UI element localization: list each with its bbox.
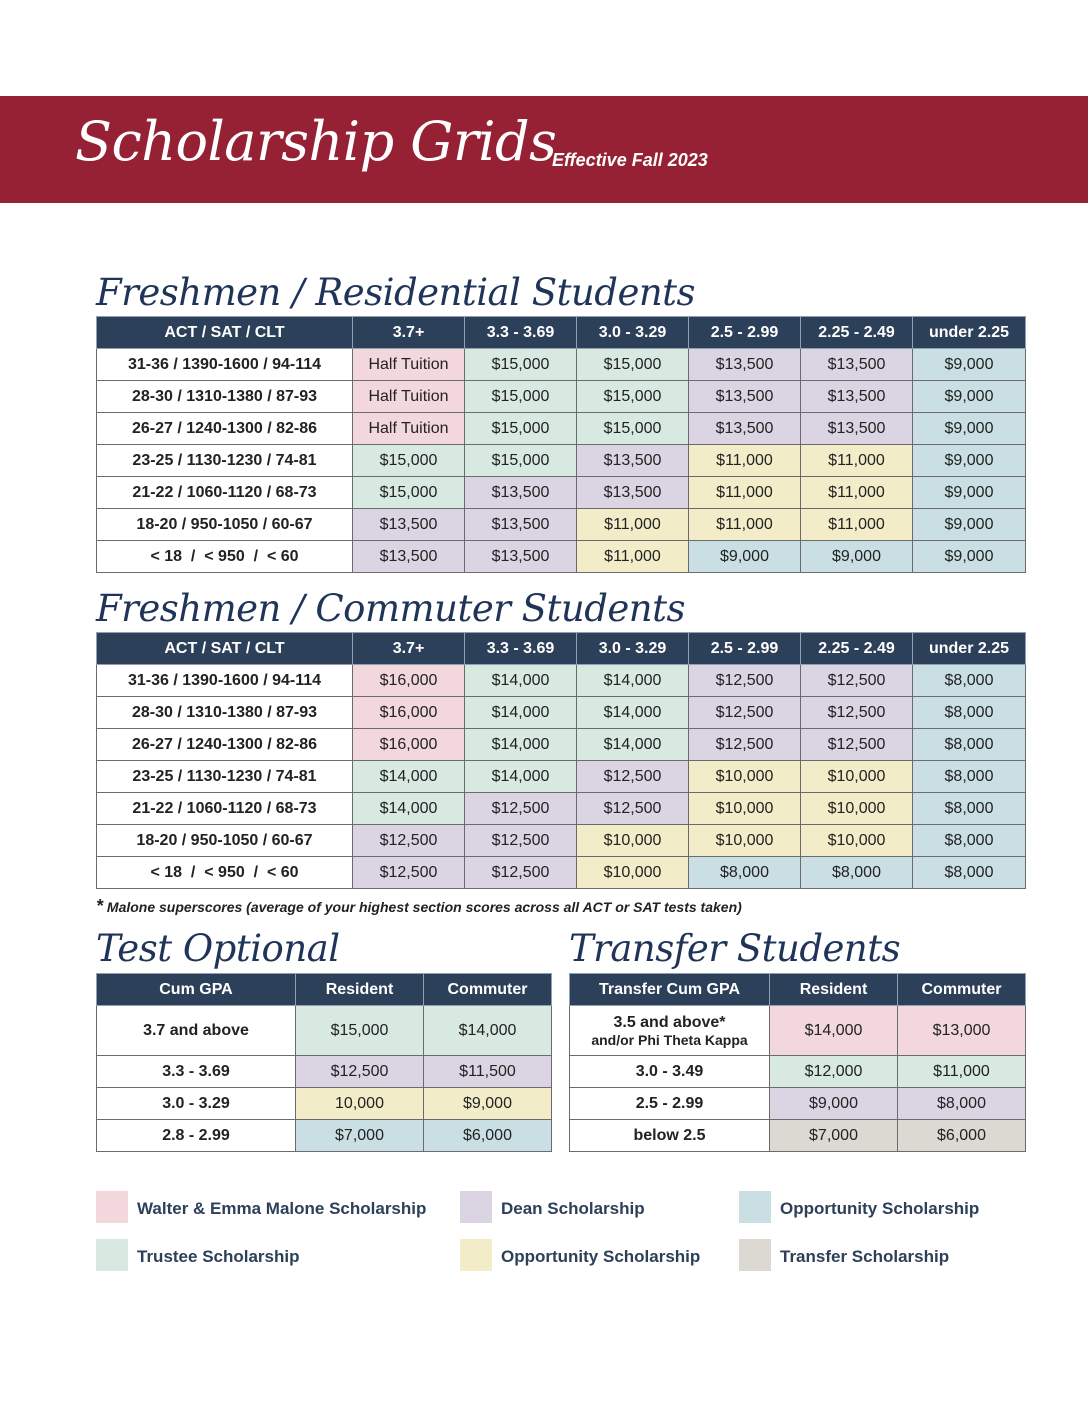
column-header: ACT / SAT / CLT	[97, 633, 353, 665]
scholarship-amount-cell: $8,000	[801, 857, 913, 889]
row-label	[97, 381, 353, 413]
scholarship-amount-cell: $6,000	[424, 1120, 552, 1152]
scholarship-amount-cell: $10,000	[801, 761, 913, 793]
scholarship-amount-cell: $9,000	[913, 541, 1026, 573]
scholarship-amount-cell: $12,500	[465, 793, 577, 825]
row-label-text: 18-20 / 950-1050 / 60-67	[136, 831, 313, 849]
scholarship-amount-cell: $8,000	[913, 793, 1026, 825]
scholarship-amount-cell: $8,000	[898, 1088, 1026, 1120]
table-header-row	[97, 633, 1026, 665]
table-row	[570, 1120, 1026, 1152]
table-row	[97, 413, 1026, 445]
column-header: ACT / SAT / CLT	[97, 317, 353, 349]
row-label	[97, 697, 353, 729]
scholarship-amount-cell: $13,500	[577, 477, 689, 509]
scholarship-amount-cell: $12,500	[577, 793, 689, 825]
table-row	[97, 665, 1026, 697]
scholarship-amount-cell: Half Tuition	[353, 381, 465, 413]
scholarship-amount-cell: $11,000	[801, 477, 913, 509]
legend-swatch	[460, 1239, 492, 1271]
row-label-text: 23-25 / 1130-1230 / 74-81	[132, 451, 317, 469]
scholarship-amount-cell: $13,500	[353, 509, 465, 541]
row-label	[97, 729, 353, 761]
scholarship-amount-cell: 10,000	[296, 1088, 424, 1120]
scholarship-amount-cell: $9,000	[913, 413, 1026, 445]
scholarship-amount-cell: $14,000	[577, 729, 689, 761]
column-header: 2.25 - 2.49	[801, 317, 913, 349]
row-label	[97, 349, 353, 381]
test-optional-table	[96, 973, 552, 1152]
row-label	[97, 1120, 296, 1152]
row-label	[97, 761, 353, 793]
column-header: 3.0 - 3.29	[577, 633, 689, 665]
scholarship-amount-cell: $15,000	[465, 413, 577, 445]
legend-swatch	[460, 1191, 492, 1223]
scholarship-amount-cell: $9,000	[770, 1088, 898, 1120]
scholarship-amount-cell: $10,000	[577, 857, 689, 889]
scholarship-amount-cell: $11,000	[577, 509, 689, 541]
scholarship-amount-cell: $13,500	[689, 381, 801, 413]
scholarship-amount-cell: $13,500	[689, 349, 801, 381]
table-row	[97, 1088, 552, 1120]
scholarship-amount-cell: $9,000	[913, 477, 1026, 509]
row-label-text: 18-20 / 950-1050 / 60-67	[136, 515, 313, 533]
scholarship-amount-cell: $16,000	[353, 665, 465, 697]
scholarship-amount-cell: $15,000	[465, 445, 577, 477]
column-header: 3.3 - 3.69	[465, 317, 577, 349]
table-row	[97, 477, 1026, 509]
scholarship-amount-cell: $14,000	[465, 761, 577, 793]
scholarship-amount-cell: $12,500	[689, 697, 801, 729]
commuter-title: Freshmen / Commuter Students	[96, 587, 685, 630]
scholarship-amount-cell: $14,000	[465, 729, 577, 761]
row-label-text: 26-27 / 1240-1300 / 82-86	[131, 735, 318, 753]
table-row	[97, 729, 1026, 761]
scholarship-amount-cell: $11,000	[577, 541, 689, 573]
table-row	[97, 381, 1026, 413]
scholarship-amount-cell: $9,000	[424, 1088, 552, 1120]
scholarship-amount-cell: $13,500	[801, 413, 913, 445]
scholarship-amount-cell: $15,000	[465, 349, 577, 381]
column-header: 2.5 - 2.99	[689, 317, 801, 349]
scholarship-amount-cell: $13,500	[801, 381, 913, 413]
column-header: under 2.25	[913, 317, 1026, 349]
scholarship-amount-cell: $12,500	[353, 825, 465, 857]
scholarship-amount-cell: $12,500	[689, 729, 801, 761]
row-label	[97, 509, 353, 541]
scholarship-amount-cell: $16,000	[353, 697, 465, 729]
scholarship-amount-cell: $8,000	[913, 761, 1026, 793]
column-header: 2.5 - 2.99	[689, 633, 801, 665]
table-row	[97, 857, 1026, 889]
scholarship-amount-cell: $15,000	[353, 445, 465, 477]
row-label	[97, 477, 353, 509]
column-header: 3.7+	[353, 633, 465, 665]
scholarship-amount-cell: $11,000	[898, 1056, 1026, 1088]
scholarship-amount-cell: $8,000	[913, 857, 1026, 889]
scholarship-amount-cell: $14,000	[465, 697, 577, 729]
row-label-text: 28-30 / 1310-1380 / 87-93	[131, 387, 318, 405]
scholarship-amount-cell: $13,500	[353, 541, 465, 573]
row-label	[97, 1006, 296, 1056]
table-row	[97, 349, 1026, 381]
table-header-row	[97, 974, 552, 1006]
row-label	[97, 1088, 296, 1120]
scholarship-amount-cell: $15,000	[577, 413, 689, 445]
scholarship-amount-cell: $13,500	[465, 477, 577, 509]
row-label-text: 31-36 / 1390-1600 / 94-114	[127, 671, 322, 689]
scholarship-amount-cell: $11,000	[689, 477, 801, 509]
scholarship-amount-cell: $11,000	[689, 445, 801, 477]
row-label-text: 3.7 and above	[143, 1021, 249, 1039]
table-row	[570, 1088, 1026, 1120]
table-header-row	[570, 974, 1026, 1006]
scholarship-amount-cell: $13,000	[898, 1006, 1026, 1056]
scholarship-amount-cell: $15,000	[353, 477, 465, 509]
scholarship-amount-cell: $12,000	[770, 1056, 898, 1088]
row-label-text: 2.8 - 2.99	[162, 1126, 230, 1144]
scholarship-amount-cell: $9,000	[689, 541, 801, 573]
column-header: Commuter	[424, 974, 552, 1006]
column-header: 2.25 - 2.49	[801, 633, 913, 665]
transfer-title: Transfer Students	[569, 927, 901, 970]
legend-swatch	[96, 1191, 128, 1223]
row-label-text: < 18 / < 950 / < 60	[150, 547, 299, 565]
test-optional-title: Test Optional	[96, 927, 340, 970]
table-row	[97, 509, 1026, 541]
scholarship-amount-cell: $15,000	[296, 1006, 424, 1056]
scholarship-amount-cell: $15,000	[577, 349, 689, 381]
scholarship-amount-cell: $12,500	[689, 665, 801, 697]
column-header: 3.7+	[353, 317, 465, 349]
scholarship-amount-cell: $12,500	[577, 761, 689, 793]
row-label-text: 3.0 - 3.29	[162, 1094, 230, 1112]
scholarship-amount-cell: $8,000	[689, 857, 801, 889]
table-row	[97, 541, 1026, 573]
scholarship-amount-cell: $14,000	[353, 761, 465, 793]
scholarship-amount-cell: $8,000	[913, 825, 1026, 857]
legend-label: Transfer Scholarship	[780, 1247, 950, 1266]
row-label	[570, 1120, 770, 1152]
scholarship-amount-cell: $14,000	[770, 1006, 898, 1056]
column-header: 3.3 - 3.69	[465, 633, 577, 665]
scholarship-amount-cell: $12,500	[465, 857, 577, 889]
row-label	[570, 1006, 770, 1056]
table-row	[97, 445, 1026, 477]
row-label	[97, 413, 353, 445]
scholarship-amount-cell: $13,500	[465, 509, 577, 541]
table-row	[97, 1120, 552, 1152]
scholarship-amount-cell: $10,000	[689, 793, 801, 825]
transfer-table	[569, 973, 1026, 1152]
scholarship-amount-cell: $12,500	[465, 825, 577, 857]
column-header: Commuter	[898, 974, 1026, 1006]
scholarship-amount-cell: $7,000	[770, 1120, 898, 1152]
scholarship-amount-cell: $11,500	[424, 1056, 552, 1088]
legend-swatch	[739, 1191, 771, 1223]
row-label	[97, 1056, 296, 1088]
row-label	[97, 541, 353, 573]
scholarship-amount-cell: $12,500	[801, 697, 913, 729]
row-label-text: < 18 / < 950 / < 60	[150, 863, 299, 881]
scholarship-amount-cell: $14,000	[465, 665, 577, 697]
row-label-text: 3.5 and above*	[613, 1013, 726, 1031]
legend-label: Dean Scholarship	[501, 1199, 645, 1218]
scholarship-amount-cell: $13,500	[689, 413, 801, 445]
column-header: Transfer Cum GPA	[570, 974, 770, 1006]
scholarship-amount-cell: $14,000	[424, 1006, 552, 1056]
row-label-text: 21-22 / 1060-1120 / 68-73	[132, 483, 317, 501]
scholarship-amount-cell: $16,000	[353, 729, 465, 761]
legend-label: Opportunity Scholarship	[780, 1199, 980, 1218]
scholarship-amount-cell: $9,000	[801, 541, 913, 573]
scholarship-amount-cell: $10,000	[689, 761, 801, 793]
table-header-row	[97, 317, 1026, 349]
legend-label: Opportunity Scholarship	[501, 1247, 701, 1266]
row-label-text: 26-27 / 1240-1300 / 82-86	[131, 419, 318, 437]
scholarship-amount-cell: $13,500	[801, 349, 913, 381]
column-header: Resident	[770, 974, 898, 1006]
table-row	[97, 1006, 552, 1056]
column-header: Cum GPA	[97, 974, 296, 1006]
scholarship-amount-cell: $14,000	[577, 697, 689, 729]
scholarship-amount-cell: $11,000	[689, 509, 801, 541]
legend-label: Trustee Scholarship	[137, 1247, 300, 1266]
scholarship-amount-cell: $6,000	[898, 1120, 1026, 1152]
scholarship-amount-cell: $10,000	[801, 793, 913, 825]
legend-swatch	[96, 1239, 128, 1271]
row-label-text: 2.5 - 2.99	[635, 1094, 704, 1112]
legend-label: Walter & Emma Malone Scholarship	[137, 1199, 427, 1218]
scholarship-amount-cell: $15,000	[465, 381, 577, 413]
scholarship-amount-cell: $15,000	[577, 381, 689, 413]
row-label-text: 28-30 / 1310-1380 / 87-93	[131, 703, 318, 721]
scholarship-amount-cell: $14,000	[577, 665, 689, 697]
scholarship-amount-cell: $12,500	[801, 665, 913, 697]
superscore-footnote	[96, 896, 742, 917]
row-label-text: below 2.5	[633, 1126, 706, 1144]
footnote-text: Malone superscores (average of your highest section scores across all ACT or SAT tests taken)	[103, 899, 742, 915]
scholarship-amount-cell: $10,000	[689, 825, 801, 857]
row-label	[570, 1088, 770, 1120]
scholarship-amount-cell: $12,500	[296, 1056, 424, 1088]
row-label	[97, 825, 353, 857]
table-row	[97, 761, 1026, 793]
row-sublabel: and/or Phi Theta Kappa	[591, 1031, 748, 1048]
scholarship-amount-cell: $8,000	[913, 697, 1026, 729]
table-row	[570, 1056, 1026, 1088]
legend-swatch	[739, 1239, 771, 1271]
scholarship-amount-cell: $14,000	[353, 793, 465, 825]
scholarship-amount-cell: $13,500	[465, 541, 577, 573]
scholarship-amount-cell: $13,500	[577, 445, 689, 477]
scholarship-amount-cell: $11,000	[801, 445, 913, 477]
scholarship-amount-cell: $8,000	[913, 665, 1026, 697]
row-label	[97, 445, 353, 477]
column-header: Resident	[296, 974, 424, 1006]
scholarship-amount-cell: Half Tuition	[353, 413, 465, 445]
table-row	[97, 793, 1026, 825]
scholarship-amount-cell: $7,000	[296, 1120, 424, 1152]
scholarship-amount-cell: $12,500	[801, 729, 913, 761]
page-subtitle: Effective Fall 2023	[552, 150, 708, 170]
row-label	[97, 665, 353, 697]
residential-grid-table	[96, 316, 1026, 573]
row-label	[97, 793, 353, 825]
table-row	[97, 697, 1026, 729]
scholarship-amount-cell: $9,000	[913, 509, 1026, 541]
scholarship-amount-cell: $10,000	[801, 825, 913, 857]
scholarship-amount-cell: $9,000	[913, 381, 1026, 413]
scholarship-amount-cell: $11,000	[801, 509, 913, 541]
scholarship-amount-cell: $12,500	[353, 857, 465, 889]
scholarship-amount-cell: $8,000	[913, 729, 1026, 761]
row-label-text: 3.0 - 3.49	[635, 1062, 704, 1080]
residential-title: Freshmen / Residential Students	[96, 271, 696, 314]
row-label	[97, 857, 353, 889]
row-label-text: 3.3 - 3.69	[162, 1062, 230, 1080]
commuter-grid-table	[96, 632, 1026, 889]
row-label-text: 23-25 / 1130-1230 / 74-81	[132, 767, 317, 785]
row-label	[570, 1056, 770, 1088]
scholarship-amount-cell: $9,000	[913, 445, 1026, 477]
table-row	[97, 1056, 552, 1088]
page-title: Scholarship Grids	[75, 110, 557, 173]
footnote-asterisk: *	[96, 896, 104, 916]
table-row	[97, 825, 1026, 857]
table-row	[570, 1006, 1026, 1056]
row-label-text: 31-36 / 1390-1600 / 94-114	[127, 355, 322, 373]
column-header: under 2.25	[913, 633, 1026, 665]
scholarship-amount-cell: $10,000	[577, 825, 689, 857]
scholarship-amount-cell: Half Tuition	[353, 349, 465, 381]
column-header: 3.0 - 3.29	[577, 317, 689, 349]
scholarship-amount-cell: $9,000	[913, 349, 1026, 381]
row-label-text: 21-22 / 1060-1120 / 68-73	[132, 799, 317, 817]
